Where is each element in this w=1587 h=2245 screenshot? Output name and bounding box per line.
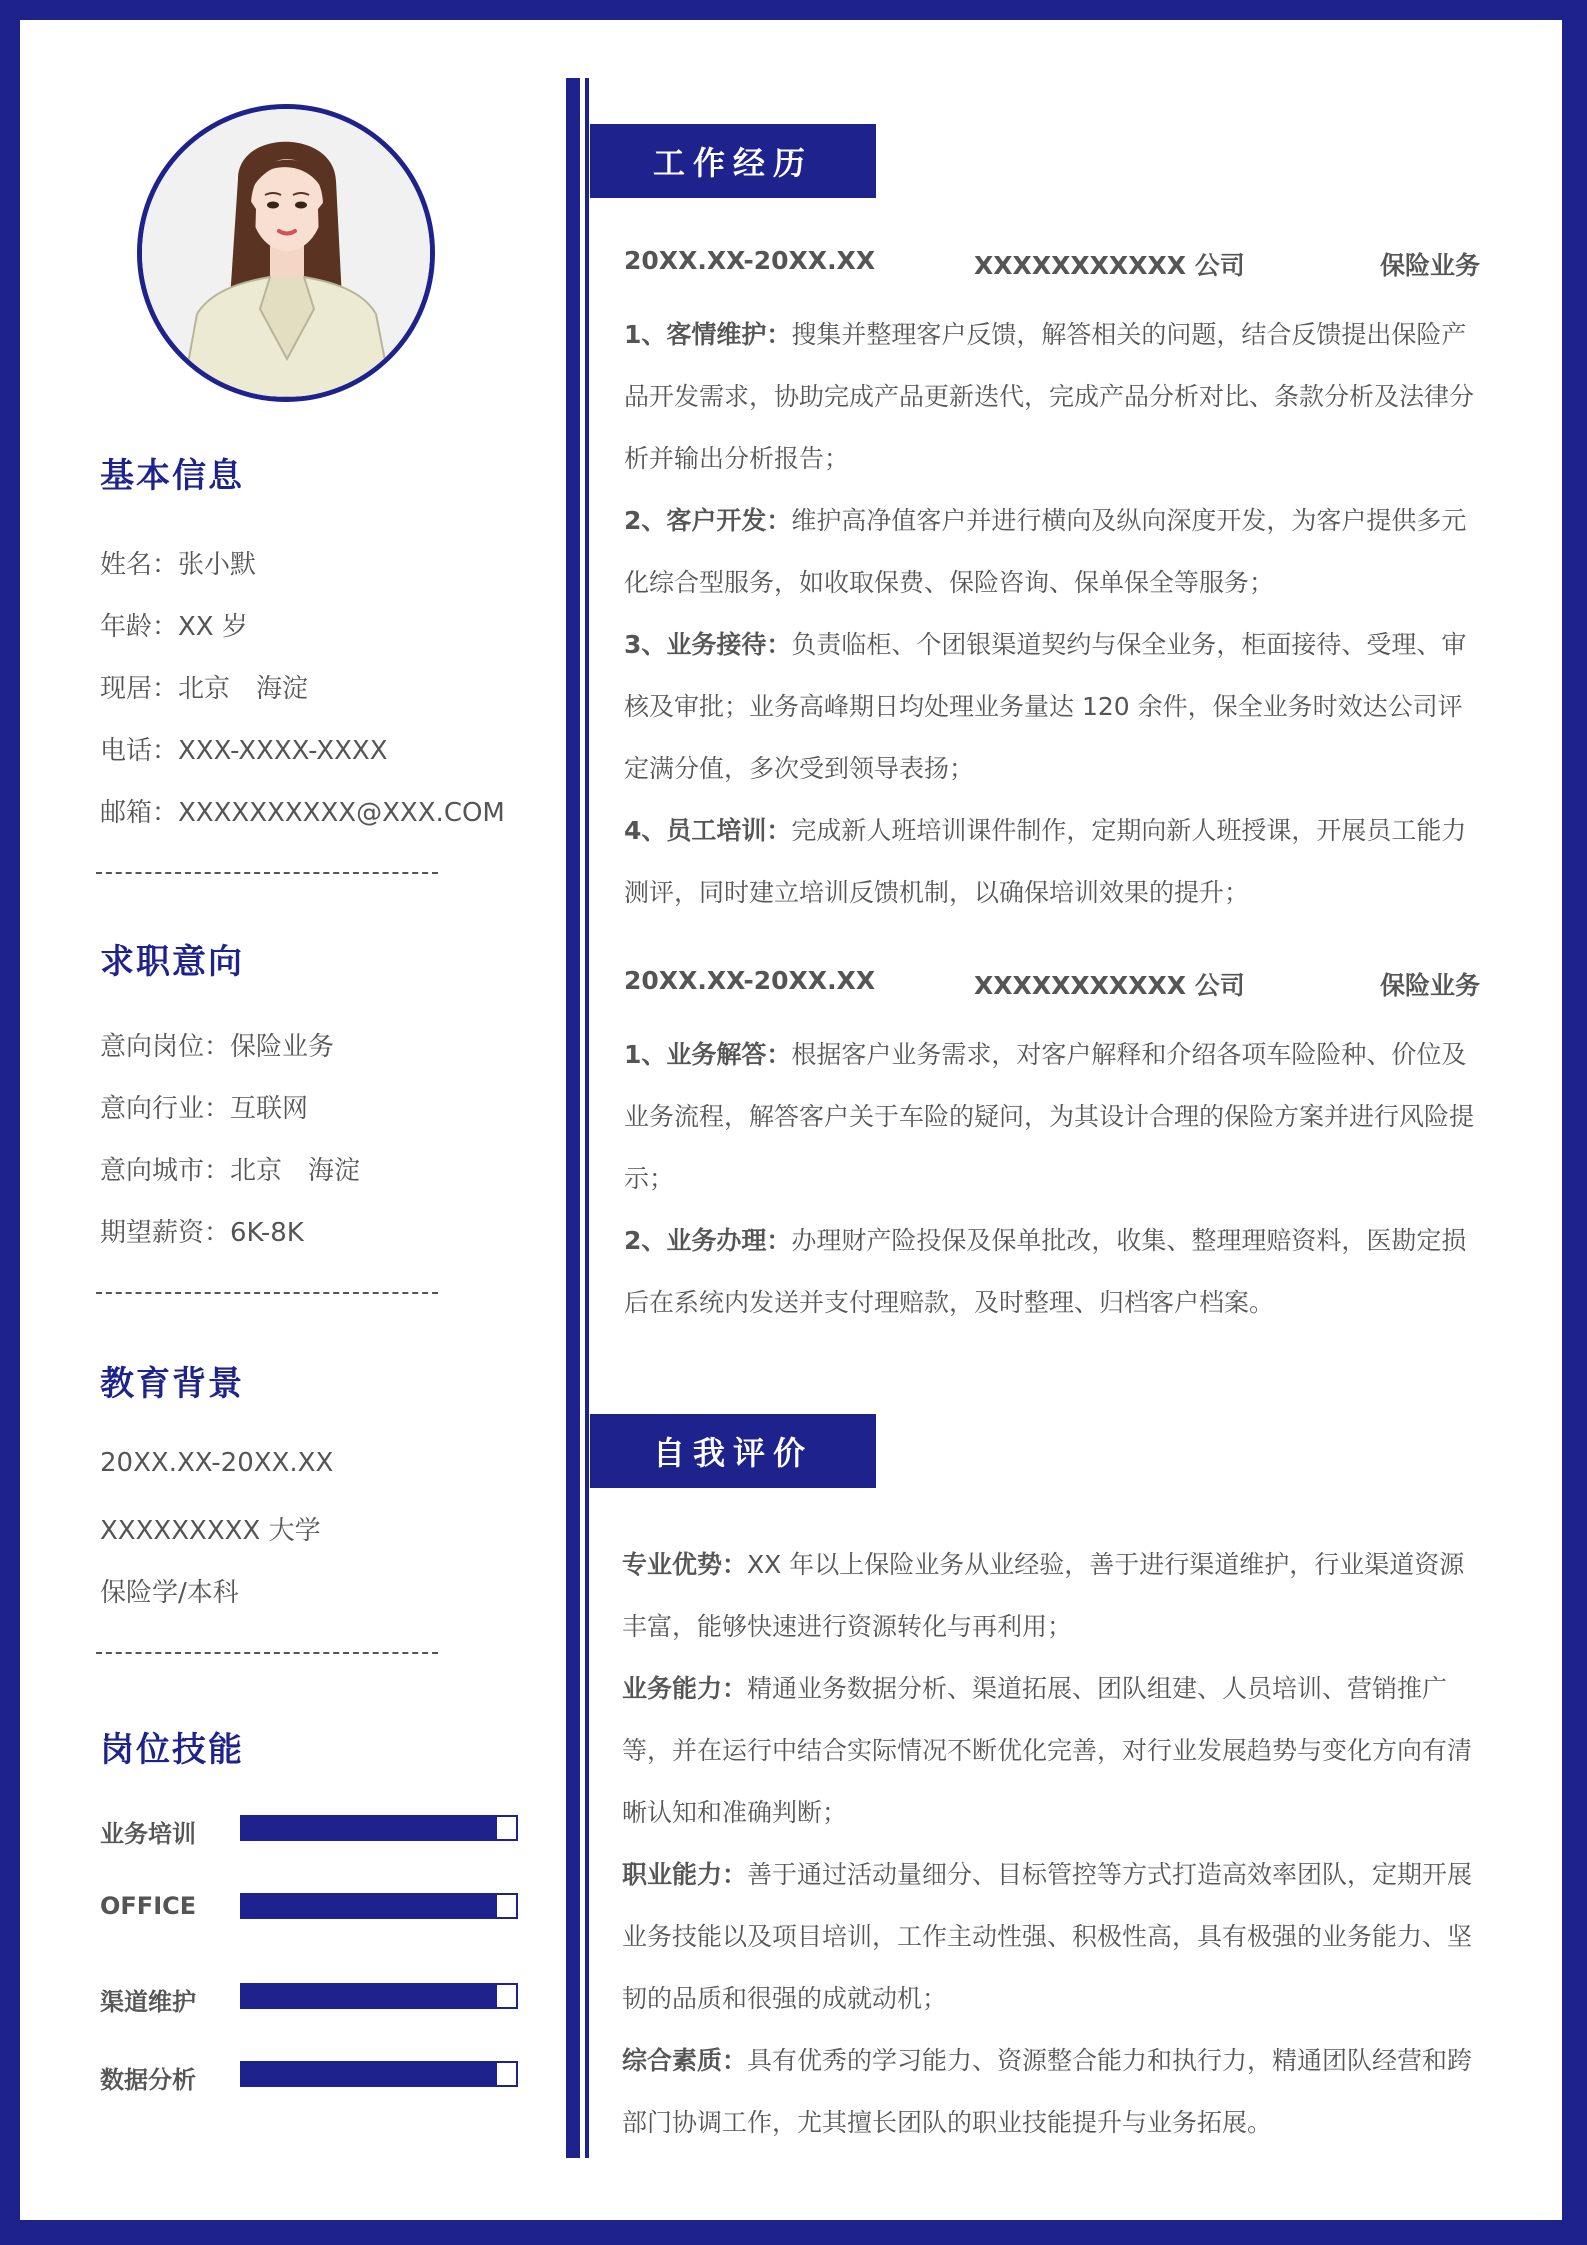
job-duty-item: 4、员工培训：完成新人班培训课件制作，定期向新人班授课，开展员工能力测评，同时建立培训反馈机制，以确保培训效果的提升； [624,816,1467,907]
education-major: 保险学/本科 [100,1578,239,1608]
skill-bar [240,2061,518,2087]
skill-bar [240,1893,518,1919]
skill-label: OFFICE [100,1892,197,1920]
job-header [624,966,1480,1006]
education-period: 20XX.XX-20XX.XX [100,1448,334,1478]
job-company: XXXXXXXXXXX 公司 [974,251,1245,280]
skill-bar-fill [242,1817,497,1839]
job-intent-title: 求职意向 [100,942,244,982]
self-eval-item: 专业优势：XX 年以上保险业务从业经验，善于进行渠道维护，行业渠道资源丰富，能够快速进行资源转化与再利用； [622,1550,1465,1641]
email-field: 邮箱：XXXXXXXXXX@XXX.COM [100,798,505,828]
skills-title: 岗位技能 [100,1730,244,1770]
portrait-illustration-icon [142,109,430,397]
intent-position-field: 意向岗位：保险业务 [100,1032,335,1062]
skill-label: 数据分析 [100,2066,196,2094]
avatar [137,104,435,402]
job-duty-item: 3、业务接待：负责临柜、个团银渠道契约与保全业务，柜面接待、受理、审核及审批；业务高峰期日均处理业务量达 120 余件，保全业务时效达公司评定满分值，多次受到领导表扬； [624,630,1467,783]
skill-bar [240,1983,518,2009]
work-experience-banner: 工作经历 [590,124,876,198]
job-duty-item: 1、客情维护：搜集并整理客户反馈，解答相关的问题，结合反馈提出保险产品开发需求，协助完成产品更新迭代，完成产品分析对比、条款分析及法律分析并输出分析报告； [624,320,1475,473]
skill-bar-fill [242,1985,497,2007]
job-company: XXXXXXXXXXX 公司 [974,971,1245,1000]
skill-bar [240,1815,518,1841]
age-field: 年龄：XX 岁 [100,612,248,642]
job-role: 保险业务 [1379,971,1480,1000]
section-divider [96,1652,438,1654]
resume-page [20,20,1562,2220]
job-header [624,246,1480,286]
job-duty-item: 1、业务解答：根据客户业务需求，对客户解释和介绍各项车险险种、价位及业务流程，解答客户关于车险的疑问，为其设计合理的保险方案并进行风险提示； [624,1040,1475,1193]
education-school: XXXXXXXXX 大学 [100,1516,321,1546]
intent-city-field: 意向城市：北京 海淀 [100,1156,361,1186]
job-period: 20XX.XX-20XX.XX [624,246,876,275]
name-field: 姓名：张小默 [100,550,257,580]
section-divider [96,1292,438,1294]
skill-bar-fill [242,2063,497,2085]
skill-label: 渠道维护 [100,1988,196,2016]
self-evaluation-banner: 自我评价 [590,1414,876,1488]
job-role: 保险业务 [1379,251,1480,280]
section-divider [96,872,438,874]
self-eval-item: 综合素质：具有优秀的学习能力、资源整合能力和执行力，精通团队经营和跨部门协调工作，尤其擅长团队的职业技能提升与业务拓展。 [622,2046,1473,2137]
job-duty-item: 2、客户开发：维护高净值客户并进行横向及纵向深度开发，为客户提供多元化综合型服务，如收取保费、保险咨询、保单保全等服务； [624,506,1467,597]
intent-salary-field: 期望薪资：6K-8K [100,1218,304,1248]
job-duty-item: 2、业务办理：办理财产险投保及保单批改，收集、整理理赔资料，医勘定损后在系统内发送并支付理赔款，及时整理、归档客户档案。 [624,1226,1467,1317]
residence-field: 现居：北京 海淀 [100,674,309,704]
phone-field: 电话：XXX-XXXX-XXXX [100,736,388,766]
column-divider-thick [566,78,580,2158]
basic-info-title: 基本信息 [100,456,244,496]
self-eval-item: 业务能力：精通业务数据分析、渠道拓展、团队组建、人员培训、营销推广等，并在运行中结合实际情况不断优化完善，对行业发展趋势与变化方向有清晰认知和准确判断； [622,1674,1473,1827]
skill-label: 业务培训 [100,1820,196,1848]
column-divider-thin [585,78,589,2158]
intent-industry-field: 意向行业：互联网 [100,1094,309,1124]
self-eval-item: 职业能力：善于通过活动量细分、目标管控等方式打造高效率团队，定期开展业务技能以及项目培训，工作主动性强、积极性高，具有极强的业务能力、坚韧的品质和很强的成就动机； [622,1860,1473,2013]
skill-bar-fill [242,1895,497,1917]
job-period: 20XX.XX-20XX.XX [624,966,876,995]
education-title: 教育背景 [100,1364,244,1404]
